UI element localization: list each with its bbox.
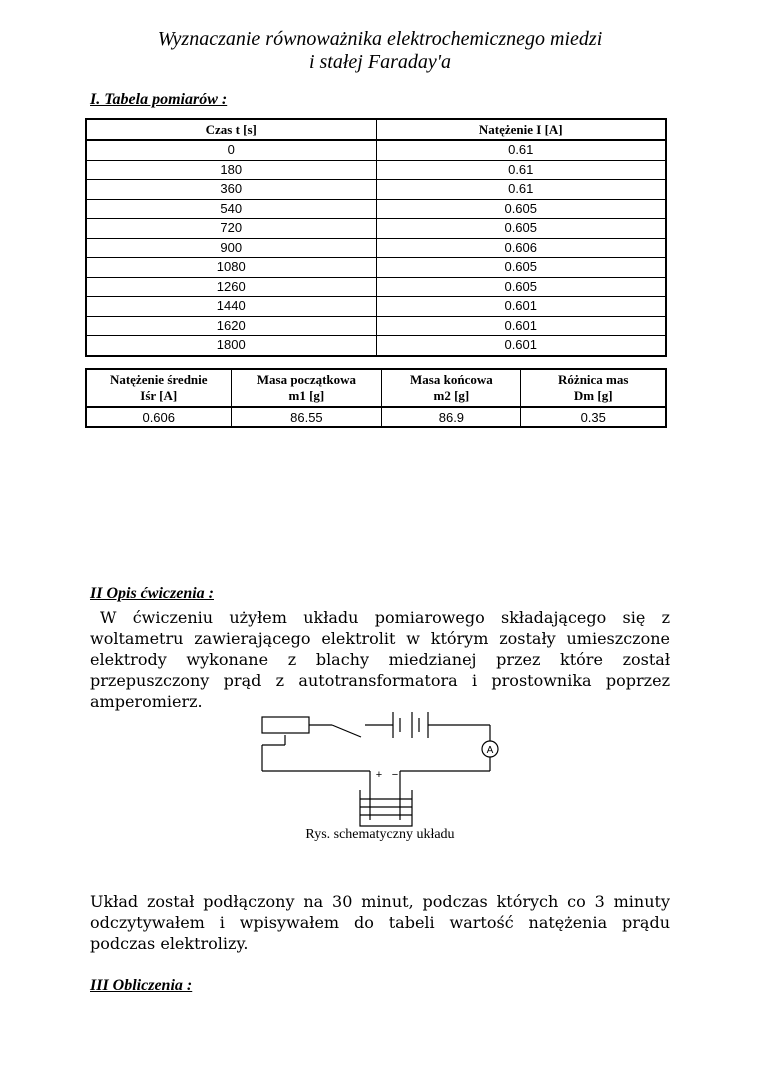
time-cell: 900	[86, 238, 376, 258]
section-heading-description: II Opis ćwiczenia :	[90, 585, 214, 602]
time-cell: 180	[86, 160, 376, 180]
header-line: Masa początkowa	[256, 372, 357, 387]
procedure-paragraph	[90, 891, 670, 954]
electrolytic-vessel	[360, 790, 412, 826]
plus-sign: +	[375, 769, 383, 781]
ammeter-label: A	[486, 745, 494, 756]
current-cell: 0.61	[376, 180, 666, 200]
initial-mass-value: 86.55	[231, 407, 382, 427]
time-cell: 1260	[86, 277, 376, 297]
description-text: W ćwiczeniu użyłem układu pomiarowego składającego się z woltametru zawierającego elektrolit w którym zostały umieszczone elektrody wykonane z blachy miedzianej przez które został przepuszczony prąd z autotransformatora i prostownika poprzez amperomierz.	[90, 608, 670, 711]
header-line: Natężenie średnie	[109, 372, 208, 387]
minus-sign: −	[391, 769, 399, 781]
mean-current-value: 0.606	[86, 407, 231, 427]
time-cell: 1800	[86, 336, 376, 356]
header-line: m2 [g]	[433, 388, 470, 403]
section-heading-measurements: I. Tabela pomiarów :	[90, 91, 228, 108]
time-cell: 540	[86, 199, 376, 219]
column-header-current: Natężenie I [A]	[376, 119, 666, 140]
time-cell: 1440	[86, 297, 376, 317]
procedure-text: Układ został podłączony na 30 minut, podczas których co 3 minuty odczytywałem i wpisywałem do tabeli wartość natężenia prądu podczas elektrolizy.	[90, 892, 670, 953]
time-cell: 360	[86, 180, 376, 200]
time-cell: 1620	[86, 316, 376, 336]
title-line-1: Wyznaczanie równoważnika elektrochemicznego miedzi	[157, 28, 603, 50]
current-cell: 0.605	[376, 219, 666, 239]
mass-difference-value: 0.35	[521, 407, 666, 427]
current-cell: 0.605	[376, 258, 666, 278]
time-cell: 0	[86, 140, 376, 160]
time-cell: 1080	[86, 258, 376, 278]
header-line: Dm [g]	[573, 388, 613, 403]
current-cell: 0.605	[376, 199, 666, 219]
rheostat-symbol	[262, 717, 309, 733]
header-line: m1 [g]	[288, 388, 325, 403]
column-header-time: Czas t [s]	[86, 119, 376, 140]
current-cell: 0.601	[376, 297, 666, 317]
section-heading-calculations: III Obliczenia :	[90, 977, 193, 994]
current-cell: 0.601	[376, 316, 666, 336]
diagram-caption: Rys. schematyczny układu	[305, 827, 455, 842]
switch-blade	[332, 725, 361, 737]
final-mass-value: 86.9	[382, 407, 521, 427]
current-cell: 0.61	[376, 160, 666, 180]
header-line: Różnica mas	[558, 372, 629, 387]
title-line-2: i stałej Faraday'a	[308, 51, 452, 73]
current-cell: 0.605	[376, 277, 666, 297]
header-line: Iśr [A]	[140, 388, 178, 403]
time-cell: 720	[86, 219, 376, 239]
header-line: Masa końcowa	[410, 372, 493, 387]
current-cell: 0.606	[376, 238, 666, 258]
current-cell: 0.61	[376, 140, 666, 160]
current-cell: 0.601	[376, 336, 666, 356]
